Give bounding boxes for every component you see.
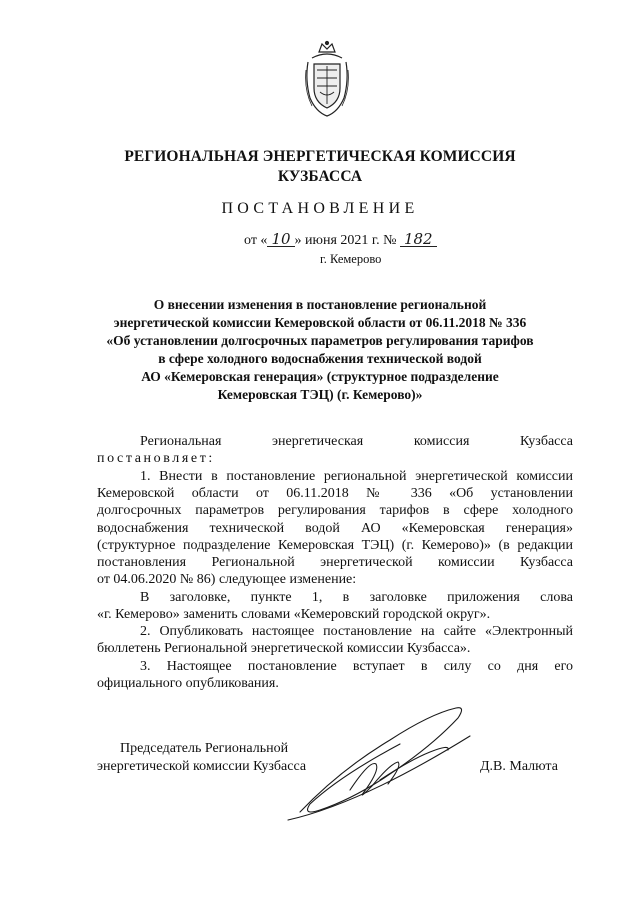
body-line: 1. Внести в постановление региональной энергетической комиссии [140,469,573,484]
body-line: Кемеровской области от 06.11.2018 № 336 «Об установлении [97,486,573,501]
signatory-title-line1: Председатель Региональной [120,741,289,756]
subject-line: Кемеровская ТЭЦ) (г. Кемерово)» [217,387,423,402]
body-line: (структурное подразделение Кемеровская ТЭЦ) (г. Кемерово)» (в редакции [97,538,573,553]
date-line [244,230,437,249]
agency-name-line2: КУЗБАССА [277,168,363,185]
city: г. Кемерово [320,252,382,266]
body-line: бюллетень Региональной энергетической комиссии Кузбасса». [97,641,471,656]
body-line: от 04.06.2020 № 86) следующее изменение: [97,572,357,587]
subject-line: энергетической комиссии Кемеровской области от 06.11.2018 № 336 [113,315,527,330]
document-type: ПОСТАНОВЛЕНИЕ [221,200,419,217]
signatory-name: Д.В. Малюта [480,759,558,774]
subject-line: в сфере холодного водоснабжения технической водой [158,351,482,366]
body-line: 2. Опубликовать настоящее постановление на сайте «Электронный [140,624,573,639]
agency-name-line1: РЕГИОНАЛЬНАЯ ЭНЕРГЕТИЧЕСКАЯ КОМИССИЯ [124,148,516,165]
date-prefix: от « [244,233,268,248]
document-number: 182 [400,233,437,247]
body-line: постановления Региональной энергетической комиссии Кузбасса [97,555,573,570]
subject-line: «Об установлении долгосрочных параметров регулирования тарифов [106,333,534,348]
subject-line: О внесении изменения в постановление региональной [153,297,487,312]
body-line: официального опубликования. [97,676,279,691]
handwritten-signature [280,700,480,830]
body-line: водоснабжения технической водой АО «Кемеровская генерация» [97,521,573,536]
body-line: долгосрочных параметров регулирования тарифов в сфере холодного [97,503,573,518]
body-resolves: постановляет: [97,451,215,466]
coat-of-arms-icon [304,40,350,120]
date-month-year: » июня 2021 г. № [294,233,397,248]
subject-line: АО «Кемеровская генерация» (структурное подразделение [141,369,499,384]
signatory-title-line2: энергетической комиссии Кузбасса [97,759,307,774]
document-subject [90,296,550,404]
body-intro: Региональная энергетическая комиссия Кузбасса [140,434,573,449]
body-line: В заголовке, пункте 1, в заголовке приложения слова [140,590,573,605]
body-line: «г. Кемерово» заменить словами «Кемеровский городской округ». [97,607,491,622]
body-line: 3. Настоящее постановление вступает в силу со дня его [140,659,573,674]
date-day: 10 [267,233,294,247]
